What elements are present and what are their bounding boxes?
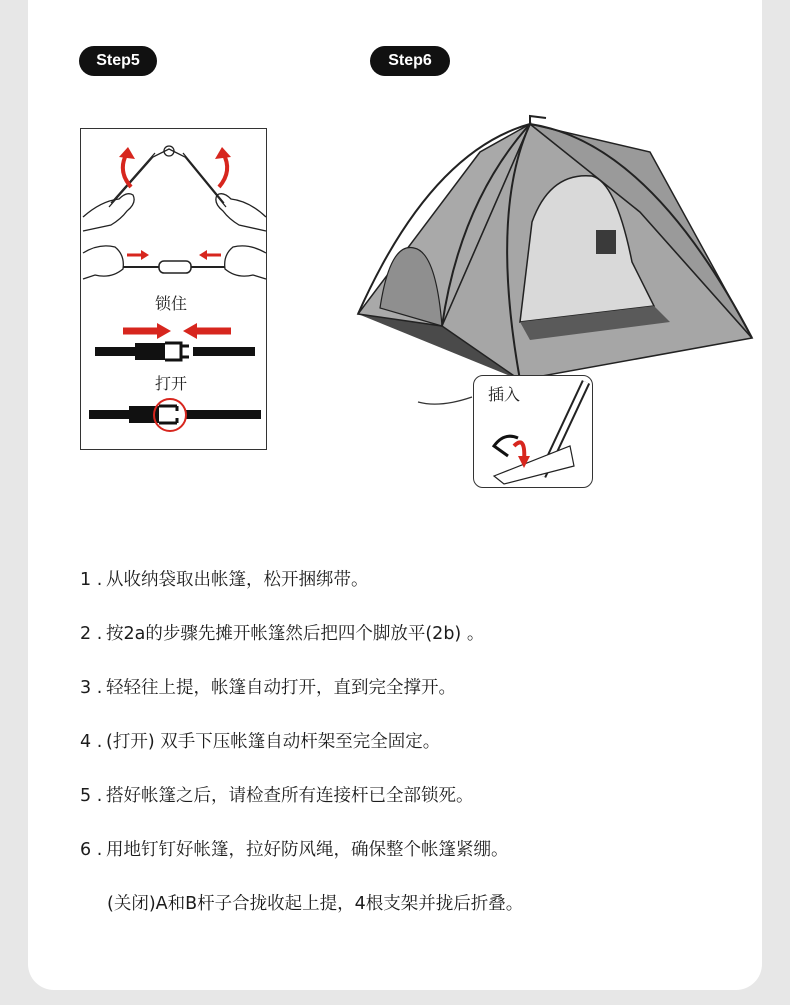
rotate-arrow-left-head [119, 147, 135, 159]
open-connector [89, 399, 261, 431]
hands-joining-pole [83, 246, 266, 279]
instruction-item: 1 . 从收纳袋取出帐篷，松开捆绑带。 [80, 570, 369, 590]
instruction-item: 5 . 搭好帐篷之后，请检查所有连接杆已全部锁死。 [80, 786, 474, 806]
tent-window [596, 230, 616, 254]
step6-badge: Step6 [370, 46, 450, 76]
instruction-item: 3 . 轻轻往上提，帐篷自动打开，直到完全撑开。 [80, 678, 456, 698]
rotate-arrow-right-head [215, 147, 231, 159]
lock-label: 锁住 [155, 294, 188, 313]
step5-illustration [80, 128, 267, 450]
open-label: 打开 [155, 374, 188, 393]
tent-illustration [350, 112, 760, 412]
step5-badge: Step5 [79, 46, 157, 76]
hands-bending-pole [83, 146, 266, 231]
instruction-item: 6 . 用地钉钉好帐篷，拉好防风绳，确保整个帐篷紧绷。 [80, 840, 509, 860]
insert-label: 插入 [488, 385, 521, 404]
instruction-list [80, 566, 720, 944]
pole-lock-diagram [81, 129, 268, 451]
closing-note: (关闭)A和B杆子合拢收起上提，4根支架并拢后折叠。 [107, 894, 524, 914]
insert-detail-inset [473, 375, 593, 488]
locked-connector [95, 343, 255, 360]
instruction-item: 4 . (打开) 双手下压帐篷自动杆架至完全固定。 [80, 732, 441, 752]
instruction-item: 2 . 按2a的步骤先摊开帐篷然后把四个脚放平(2b) 。 [80, 624, 485, 644]
